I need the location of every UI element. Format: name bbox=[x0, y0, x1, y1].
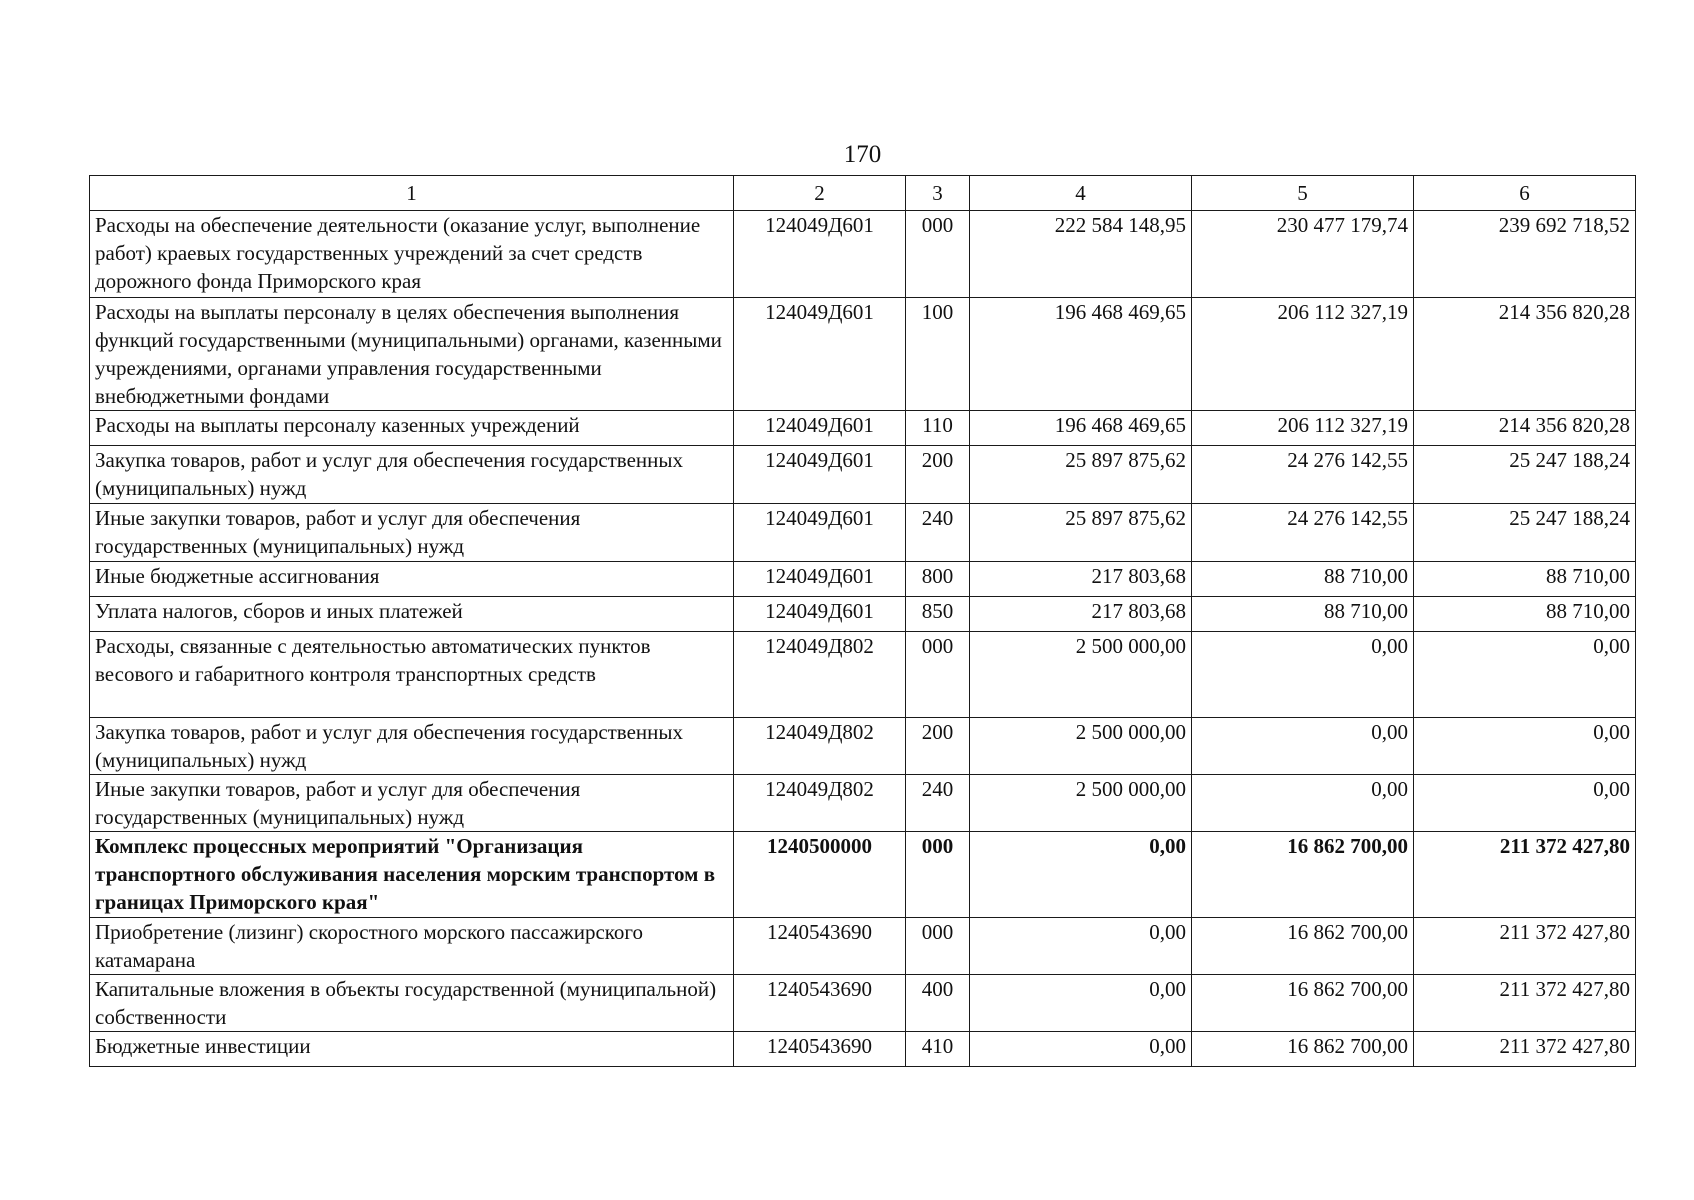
row-value-5: 16 862 700,00 bbox=[1192, 832, 1414, 918]
row-type: 800 bbox=[906, 562, 970, 597]
row-type: 110 bbox=[906, 411, 970, 446]
row-type: 000 bbox=[906, 918, 970, 975]
row-value-4: 196 468 469,65 bbox=[970, 411, 1192, 446]
column-header-3: 3 bbox=[906, 176, 970, 211]
row-description: Расходы на обеспечение деятельности (оказание услуг, выполнение работ) краевых государственных учреждений за счет средств дорожного фонда Приморского края bbox=[90, 211, 734, 298]
table-row-section bbox=[90, 832, 1636, 918]
table-row bbox=[90, 975, 1636, 1032]
row-value-4: 2 500 000,00 bbox=[970, 775, 1192, 832]
table-row bbox=[90, 597, 1636, 632]
row-value-5: 88 710,00 bbox=[1192, 597, 1414, 632]
row-type: 200 bbox=[906, 446, 970, 504]
table-row bbox=[90, 562, 1636, 597]
row-description: Иные закупки товаров, работ и услуг для обеспечения государственных (муниципальных) нужд bbox=[90, 775, 734, 832]
row-description: Иные бюджетные ассигнования bbox=[90, 562, 734, 597]
row-code: 124049Д802 bbox=[734, 775, 906, 832]
row-value-5: 0,00 bbox=[1192, 632, 1414, 718]
row-value-5: 16 862 700,00 bbox=[1192, 1032, 1414, 1067]
row-value-4: 217 803,68 bbox=[970, 562, 1192, 597]
row-value-6: 0,00 bbox=[1414, 718, 1636, 775]
row-value-6: 25 247 188,24 bbox=[1414, 446, 1636, 504]
table-row bbox=[90, 632, 1636, 718]
row-value-4: 0,00 bbox=[970, 1032, 1192, 1067]
column-header-4: 4 bbox=[970, 176, 1192, 211]
row-description: Бюджетные инвестиции bbox=[90, 1032, 734, 1067]
row-description: Закупка товаров, работ и услуг для обеспечения государственных (муниципальных) нужд bbox=[90, 446, 734, 504]
row-description: Иные закупки товаров, работ и услуг для обеспечения государственных (муниципальных) нужд bbox=[90, 504, 734, 562]
table-row bbox=[90, 446, 1636, 504]
row-value-5: 206 112 327,19 bbox=[1192, 411, 1414, 446]
page-number: 170 bbox=[843, 141, 882, 168]
row-code: 1240543690 bbox=[734, 1032, 906, 1067]
row-code: 124049Д802 bbox=[734, 632, 906, 718]
row-value-6: 0,00 bbox=[1414, 632, 1636, 718]
row-code: 124049Д601 bbox=[734, 504, 906, 562]
row-value-4: 222 584 148,95 bbox=[970, 211, 1192, 298]
row-code: 1240500000 bbox=[734, 832, 906, 918]
row-type: 240 bbox=[906, 504, 970, 562]
row-description: Расходы на выплаты персоналу в целях обеспечения выполнения функций государственными (муниципальными) органами, казенными учреждениями, органами управления государственными внебюджетными фондами bbox=[90, 298, 734, 411]
row-value-6: 0,00 bbox=[1414, 775, 1636, 832]
row-type: 400 bbox=[906, 975, 970, 1032]
row-value-5: 88 710,00 bbox=[1192, 562, 1414, 597]
row-description: Расходы, связанные с деятельностью автоматических пунктов весового и габаритного контроля транспортных средств bbox=[90, 632, 734, 718]
row-code: 124049Д601 bbox=[734, 597, 906, 632]
row-value-4: 196 468 469,65 bbox=[970, 298, 1192, 411]
column-header-2: 2 bbox=[734, 176, 906, 211]
row-type: 100 bbox=[906, 298, 970, 411]
table-row bbox=[90, 1032, 1636, 1067]
row-description: Комплекс процессных мероприятий "Организация транспортного обслуживания населения морским транспортом в границах Приморского края" bbox=[90, 832, 734, 918]
row-value-4: 2 500 000,00 bbox=[970, 718, 1192, 775]
row-description: Уплата налогов, сборов и иных платежей bbox=[90, 597, 734, 632]
row-code: 124049Д601 bbox=[734, 411, 906, 446]
row-value-6: 239 692 718,52 bbox=[1414, 211, 1636, 298]
row-description: Закупка товаров, работ и услуг для обеспечения государственных (муниципальных) нужд bbox=[90, 718, 734, 775]
column-header-1: 1 bbox=[90, 176, 734, 211]
row-value-4: 2 500 000,00 bbox=[970, 632, 1192, 718]
row-value-5: 24 276 142,55 bbox=[1192, 504, 1414, 562]
table-row bbox=[90, 918, 1636, 975]
row-value-5: 16 862 700,00 bbox=[1192, 975, 1414, 1032]
table-row bbox=[90, 504, 1636, 562]
row-code: 124049Д802 bbox=[734, 718, 906, 775]
row-type: 240 bbox=[906, 775, 970, 832]
row-code: 1240543690 bbox=[734, 918, 906, 975]
row-value-6: 211 372 427,80 bbox=[1414, 1032, 1636, 1067]
row-value-6: 25 247 188,24 bbox=[1414, 504, 1636, 562]
row-description: Приобретение (лизинг) скоростного морского пассажирского катамарана bbox=[90, 918, 734, 975]
table-row bbox=[90, 411, 1636, 446]
table-row bbox=[90, 775, 1636, 832]
row-code: 1240543690 bbox=[734, 975, 906, 1032]
row-value-4: 217 803,68 bbox=[970, 597, 1192, 632]
row-value-4: 25 897 875,62 bbox=[970, 446, 1192, 504]
row-code: 124049Д601 bbox=[734, 446, 906, 504]
row-value-5: 24 276 142,55 bbox=[1192, 446, 1414, 504]
column-header-5: 5 bbox=[1192, 176, 1414, 211]
row-value-5: 0,00 bbox=[1192, 718, 1414, 775]
row-value-6: 214 356 820,28 bbox=[1414, 411, 1636, 446]
table-row bbox=[90, 298, 1636, 411]
row-code: 124049Д601 bbox=[734, 298, 906, 411]
row-type: 410 bbox=[906, 1032, 970, 1067]
row-type: 200 bbox=[906, 718, 970, 775]
row-value-6: 211 372 427,80 bbox=[1414, 918, 1636, 975]
row-value-6: 88 710,00 bbox=[1414, 562, 1636, 597]
table-row bbox=[90, 718, 1636, 775]
row-code: 124049Д601 bbox=[734, 211, 906, 298]
header-row bbox=[90, 176, 1636, 211]
row-description: Расходы на выплаты персоналу казенных учреждений bbox=[90, 411, 734, 446]
row-value-6: 88 710,00 bbox=[1414, 597, 1636, 632]
row-type: 000 bbox=[906, 832, 970, 918]
row-type: 000 bbox=[906, 632, 970, 718]
row-value-4: 25 897 875,62 bbox=[970, 504, 1192, 562]
row-value-6: 211 372 427,80 bbox=[1414, 832, 1636, 918]
row-value-4: 0,00 bbox=[970, 918, 1192, 975]
row-value-5: 206 112 327,19 bbox=[1192, 298, 1414, 411]
table-row bbox=[90, 211, 1636, 298]
row-value-5: 230 477 179,74 bbox=[1192, 211, 1414, 298]
column-header-6: 6 bbox=[1414, 176, 1636, 211]
row-type: 000 bbox=[906, 211, 970, 298]
budget-table bbox=[89, 175, 1636, 1067]
row-value-4: 0,00 bbox=[970, 832, 1192, 918]
row-code: 124049Д601 bbox=[734, 562, 906, 597]
row-value-5: 16 862 700,00 bbox=[1192, 918, 1414, 975]
row-value-6: 211 372 427,80 bbox=[1414, 975, 1636, 1032]
row-value-5: 0,00 bbox=[1192, 775, 1414, 832]
row-description: Капитальные вложения в объекты государственной (муниципальной) собственности bbox=[90, 975, 734, 1032]
row-value-4: 0,00 bbox=[970, 975, 1192, 1032]
row-type: 850 bbox=[906, 597, 970, 632]
row-value-6: 214 356 820,28 bbox=[1414, 298, 1636, 411]
